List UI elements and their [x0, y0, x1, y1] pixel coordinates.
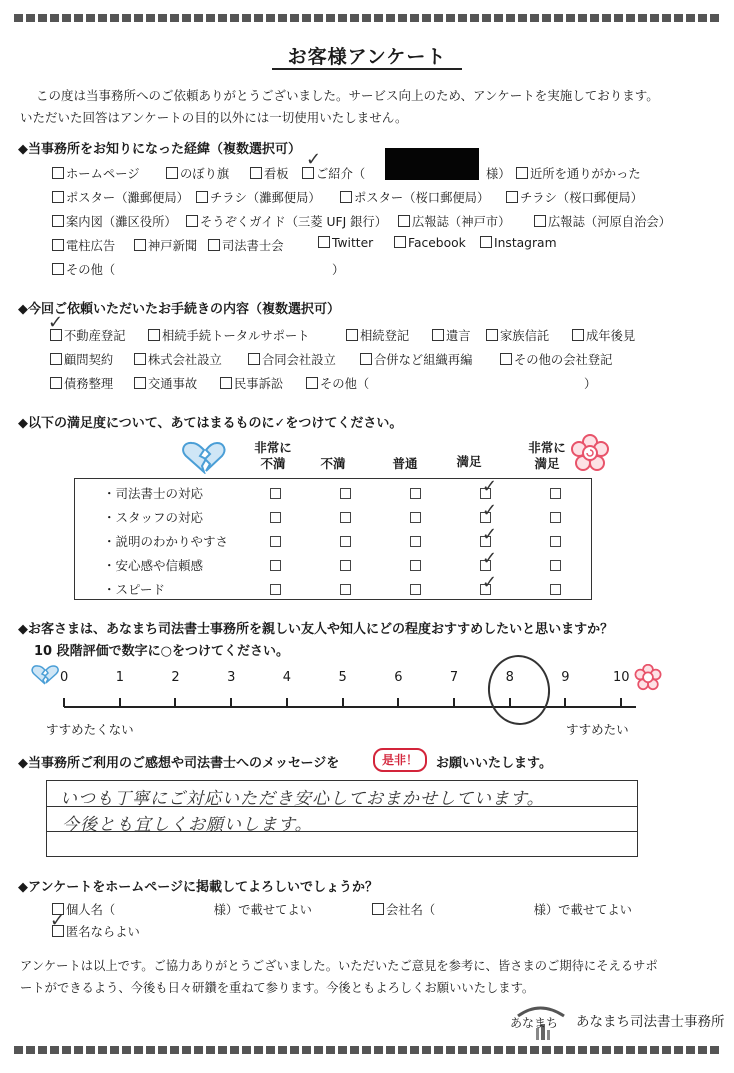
sat-checkbox[interactable] [340, 560, 351, 571]
q1-option[interactable]: 看板 [250, 164, 289, 182]
message-text-line-1: いつも丁寧にご対応いただき安心しておまかせしています。 [60, 789, 545, 809]
message-border-right [637, 780, 638, 856]
office-logo [506, 1002, 574, 1042]
intro-line-1: この度は当事務所へのご依頼ありがとうございました。サービス向上のため、アンケートを実施しております。 [36, 88, 659, 103]
scale-number[interactable]: 4 [282, 670, 292, 685]
q2-option[interactable]: 相続登記 [346, 326, 409, 344]
q1-option[interactable]: Instagram [480, 236, 557, 250]
check-mark: ✓ [306, 149, 322, 170]
sat-checkbox[interactable] [270, 560, 281, 571]
sat-checkbox[interactable] [270, 488, 281, 499]
q2-option[interactable]: 合同会社設立 [248, 350, 336, 368]
col-very-dissatisfied: 非常に 不満 [254, 440, 292, 471]
q6-option-company[interactable]: 会社名（ 様）で載せてよい [372, 900, 632, 918]
q2-option[interactable]: 債務整理 [50, 374, 113, 392]
q1-option-referral[interactable]: ご紹介（ [302, 164, 365, 182]
message-rule [46, 856, 638, 857]
scale-number[interactable]: 5 [338, 670, 347, 685]
q5-heading: ◆当事務所ご利用のご感想や司法書士へのメッセージを [18, 756, 340, 771]
sat-checkbox[interactable] [410, 512, 421, 523]
q2-option[interactable]: 株式会社設立 [134, 350, 222, 368]
q1-option[interactable]: のぼり旗 [166, 164, 229, 182]
scale-number[interactable]: 10 [613, 670, 630, 685]
emphasis-badge: 是非！ [373, 748, 427, 772]
bottom-border [14, 1046, 720, 1054]
footer-line-1: アンケートは以上です。ご協力ありがとうございました。いただいたご意見を参考に、皆さまのご期待にそえるサポ [20, 959, 658, 973]
q2-option[interactable]: 成年後見 [572, 326, 635, 344]
q1-option[interactable]: 広報誌（神戸市） [398, 212, 510, 230]
q1-other-close: ） [332, 263, 345, 277]
q1-referral-suffix: 様） [486, 167, 511, 181]
q1-option[interactable]: Facebook [394, 236, 466, 250]
sat-checkbox[interactable] [340, 584, 351, 595]
sat-checkbox[interactable] [340, 536, 351, 547]
scale-number[interactable]: 9 [561, 670, 570, 685]
q2-heading: ◆今回ご依頼いただいたお手続きの内容（複数選択可） [18, 302, 340, 317]
scale-number[interactable]: 2 [171, 670, 180, 685]
scale-tick [564, 698, 566, 707]
q2-option[interactable]: 合併など組織再編 [360, 350, 472, 368]
scale-tick [453, 698, 455, 707]
q1-option[interactable]: ポスター（灘郵便局） [52, 188, 189, 206]
scale-tick [174, 698, 176, 707]
scale-number[interactable]: 8 [505, 670, 514, 685]
broken-heart-icon [30, 664, 60, 686]
scale-tick [63, 698, 65, 707]
sat-checkbox[interactable] [410, 488, 421, 499]
scale-high-label: すすめたい [566, 722, 629, 737]
scale-number[interactable]: 7 [449, 670, 459, 685]
q1-option[interactable]: 広報誌（河原自治会） [534, 212, 671, 230]
scale-number[interactable]: 6 [394, 670, 403, 685]
check-mark: ✓ [50, 910, 66, 931]
sat-item: ・スピード [103, 582, 166, 597]
office-name: あなまち司法書士事務所 [576, 1014, 725, 1030]
check-mark: ✓ [482, 476, 498, 497]
q2-option[interactable]: 相続手続トータルサポート [148, 326, 310, 344]
q4-heading: ◆お客さまは、あなまち司法書士事務所を親しい友人や知人にどの程度おすすめしたいと思いますか？ [18, 622, 614, 637]
q2-option[interactable]: 民事訴訟 [220, 374, 283, 392]
scale-number[interactable]: 0 [60, 670, 69, 685]
col-satisfied: 満足 [456, 454, 482, 469]
q2-other-close: ） [584, 377, 597, 391]
logo-text: あなまち [510, 1016, 559, 1030]
footer-line-2: ートができるよう、今後も日々研鑽を重ねて参ります。今後ともよろしくお願いいたします。 [20, 981, 535, 995]
q2-option[interactable]: 遺言 [432, 326, 471, 344]
sat-checkbox[interactable] [270, 584, 281, 595]
sat-checkbox[interactable] [410, 560, 421, 571]
check-mark: ✓ [48, 312, 64, 333]
sat-checkbox[interactable] [550, 512, 561, 523]
q1-option[interactable]: 案内図（灘区役所） [52, 212, 177, 230]
col-dissatisfied: 不満 [320, 456, 346, 471]
scale-tick [230, 698, 232, 707]
message-text-line-2: 今後とも宜しくお願いします。 [62, 815, 313, 835]
q1-option-other[interactable]: その他（ [52, 260, 115, 278]
check-mark: ✓ [482, 524, 498, 545]
col-very-satisfied: 非常に 満足 [528, 440, 566, 471]
q1-option[interactable]: チラシ（桜口郵便局） [506, 188, 643, 206]
scale-tick [620, 698, 622, 707]
q5-heading-post: お願いいたします。 [436, 756, 552, 771]
q1-option[interactable]: Twitter [318, 236, 373, 250]
message-border-left [46, 780, 47, 856]
q1-option[interactable]: ホームページ [52, 164, 140, 182]
q1-option[interactable]: そうぞくガイド（三菱 UFJ 銀行） [186, 212, 387, 230]
q1-heading: ◆当事務所をお知りになった経緯（複数選択可） [18, 142, 301, 157]
rating-circle-mark [485, 652, 554, 728]
scale-tick [397, 698, 399, 707]
q2-option[interactable]: 顧問契約 [50, 350, 113, 368]
sat-checkbox[interactable] [550, 488, 561, 499]
scale-number[interactable]: 1 [115, 670, 124, 685]
q6-heading: ◆アンケートをホームページに掲載してよろしいでしょうか？ [18, 880, 378, 895]
sat-checkbox[interactable] [550, 560, 561, 571]
sat-checkbox[interactable] [270, 512, 281, 523]
check-mark: ✓ [482, 548, 498, 569]
q4-subheading: 10 段階評価で数字に○をつけてください。 [34, 644, 289, 659]
sat-checkbox[interactable] [550, 584, 561, 595]
q2-option[interactable]: 家族信託 [486, 326, 549, 344]
intro-line-2: いただいた回答はアンケートの目的以外には一切使用いたしません。 [20, 110, 408, 125]
sat-item: ・スタッフの対応 [103, 510, 204, 525]
q1-option[interactable]: 司法書士会 [208, 236, 284, 254]
scale-number[interactable]: 3 [227, 670, 236, 685]
redacted-name [385, 148, 479, 180]
sat-item: ・説明のわかりやすさ [103, 534, 229, 549]
scale-tick [286, 698, 288, 707]
q3-heading: ◆以下の満足度について、あてはまるものに✓をつけてください。 [18, 416, 403, 431]
check-mark: ✓ [482, 572, 498, 593]
q2-option[interactable]: 不動産登記 [50, 326, 126, 344]
broken-heart-icon [180, 440, 228, 474]
title-underline [272, 68, 462, 70]
sat-item: ・安心感や信頼感 [103, 558, 204, 573]
scale-tick [342, 698, 344, 707]
flower-icon [634, 664, 662, 692]
q2-option[interactable]: その他の会社登記 [500, 350, 612, 368]
q1-option[interactable]: ポスター（桜口郵便局） [340, 188, 489, 206]
q2-option-other[interactable]: その他（ [306, 374, 369, 392]
q1-option[interactable]: 神戸新聞 [134, 236, 197, 254]
col-neutral: 普通 [392, 456, 418, 471]
sat-checkbox[interactable] [270, 536, 281, 547]
message-rule [46, 780, 638, 781]
sat-checkbox[interactable] [410, 536, 421, 547]
top-border [14, 14, 720, 22]
sat-item: ・司法書士の対応 [103, 486, 204, 501]
page-title: お客様アンケート [287, 46, 447, 68]
q1-option[interactable]: 電柱広告 [52, 236, 115, 254]
rating-scale-line [64, 706, 636, 708]
q6-option-anonymous[interactable]: 匿名ならよい [52, 922, 140, 940]
sat-checkbox[interactable] [340, 488, 351, 499]
q2-option[interactable]: 交通事故 [134, 374, 197, 392]
sat-checkbox[interactable] [410, 584, 421, 595]
q1-option[interactable]: 近所を通りがかった [516, 164, 641, 182]
scale-low-label: すすめたくない [46, 722, 134, 737]
q1-option[interactable]: チラシ（灘郵便局） [196, 188, 321, 206]
sat-checkbox[interactable] [340, 512, 351, 523]
check-mark: ✓ [482, 500, 498, 521]
sat-checkbox[interactable] [550, 536, 561, 547]
scale-tick [119, 698, 121, 707]
q6-option-personal[interactable]: 個人名（ 様）で載せてよい [52, 900, 312, 918]
